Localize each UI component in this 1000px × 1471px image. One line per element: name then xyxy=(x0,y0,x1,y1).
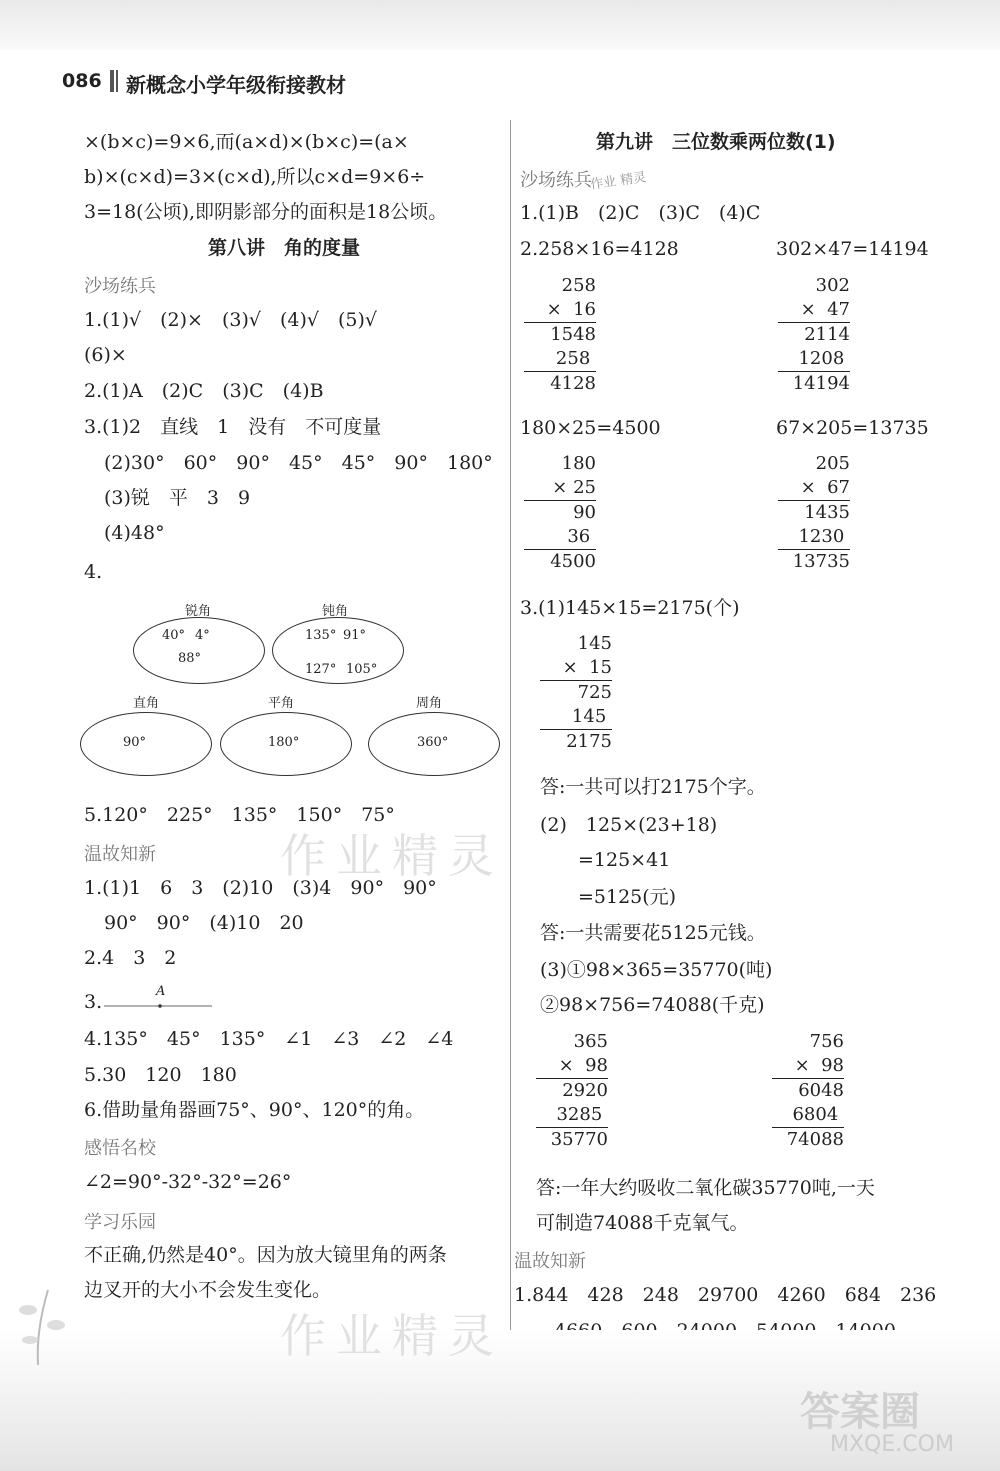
text-line: ×(b×c)=9×6,而(a×d)×(b×c)=(a× xyxy=(84,131,409,153)
answer-line: 答:一年大约吸收二氧化碳35770吨,一天 xyxy=(536,1177,875,1199)
answer-line: ②98×756=74088(千克) xyxy=(540,994,765,1016)
answer-line: 5.120° 225° 135° 150° 75° xyxy=(84,804,395,826)
answer-line: (3)①98×365=35770(吨) xyxy=(540,959,773,981)
calc-row: 1230 xyxy=(798,526,850,547)
obtuse-value: 127° xyxy=(305,662,337,677)
vertical-calc xyxy=(778,274,850,396)
header-divider-thin xyxy=(116,70,118,92)
lesson9-title: 第九讲 三位数乘两位数(1) xyxy=(596,131,836,153)
answer-line: 1.(1)1 6 3 (2)10 (3)4 90° 90° xyxy=(84,877,437,899)
answer-line: (4)48° xyxy=(104,522,165,544)
calc-row: × 15 xyxy=(562,657,612,678)
answer-line: 1.(1)√ (2)× (3)√ (4)√ (5)√ xyxy=(84,309,378,331)
answer-line: 90° 90° (4)10 20 xyxy=(104,912,304,934)
calc-row: 6048 xyxy=(772,1078,844,1103)
answer-line: 67×205=13735 xyxy=(776,417,929,439)
answer-line: 1.(1)B (2)C (3)C (4)C xyxy=(520,202,761,224)
vertical-calc xyxy=(536,1030,608,1152)
answer-line: 5.30 120 180 xyxy=(84,1064,237,1086)
header-divider xyxy=(110,70,114,92)
section-heading: 温故知新 xyxy=(514,1251,586,1272)
calc-row: × 25 xyxy=(552,477,596,498)
obtuse-value: 91° xyxy=(343,628,367,643)
section-heading: 沙场练兵 xyxy=(84,276,156,297)
lesson8-title: 第八讲 角的度量 xyxy=(208,237,361,259)
answer-line: 可制造74088千克氧气。 xyxy=(536,1212,749,1234)
calc-row: 2920 xyxy=(536,1078,608,1103)
calc-row: × 16 xyxy=(546,299,596,320)
answer-line: 1.844 428 248 29700 4260 684 236 xyxy=(514,1284,937,1306)
obtuse-ellipse xyxy=(272,617,404,684)
answer-line: =5125(元) xyxy=(578,886,677,908)
calc-row: 6804 xyxy=(792,1104,844,1125)
straight-angle-value: 180° xyxy=(268,735,300,750)
answer-line: 4. xyxy=(84,561,103,583)
answer-line: 4.135° 45° 135° ∠1 ∠3 ∠2 ∠4 xyxy=(84,1028,454,1050)
calc-row: 1548 xyxy=(524,322,596,347)
calc-row: 2114 xyxy=(778,322,850,347)
vertical-calc xyxy=(778,452,850,574)
calc-row: 90 xyxy=(524,500,596,525)
calc-row: 258 xyxy=(561,275,596,296)
section-heading: 学习乐园 xyxy=(84,1212,156,1233)
calc-row: 3285 xyxy=(556,1104,608,1125)
watermark-logo: 答案圈 xyxy=(800,1389,920,1435)
calc-row: 365 xyxy=(573,1031,608,1052)
calc-row: × 98 xyxy=(558,1055,608,1076)
answer-line: 边叉开的大小不会发生变化。 xyxy=(84,1279,332,1301)
vertical-calc xyxy=(524,452,596,574)
calc-row: 258 xyxy=(555,348,596,369)
answer-line: 302×47=14194 xyxy=(776,238,929,260)
right-angle-value: 90° xyxy=(123,735,147,750)
vertical-calc xyxy=(772,1030,844,1152)
calc-row: 145 xyxy=(571,706,612,727)
acute-value: 40° xyxy=(162,628,186,643)
obtuse-value: 135° xyxy=(305,628,337,643)
point-label: A xyxy=(156,984,166,999)
calc-row: 4500 xyxy=(524,549,596,574)
page-number: 086 xyxy=(62,70,102,92)
calc-row: 725 xyxy=(540,680,612,705)
calc-row: 36 xyxy=(567,526,596,547)
book-title: 新概念小学年级衔接教材 xyxy=(126,73,346,97)
text-line: 3=18(公顷),即阴影部分的面积是18公顷。 xyxy=(84,201,448,223)
full-angle-label: 周角 xyxy=(416,696,443,711)
section-heading: 感悟名校 xyxy=(84,1138,156,1159)
calc-row: 14194 xyxy=(778,371,850,396)
obtuse-value: 105° xyxy=(346,662,378,677)
text-line: b)×(c×d)=3×(c×d),所以c×d=9×6÷ xyxy=(84,166,426,188)
calc-row: 180 xyxy=(561,453,596,474)
section-heading: 沙场练兵 xyxy=(520,170,592,191)
full-angle-value: 360° xyxy=(417,735,449,750)
calc-row: 35770 xyxy=(536,1127,608,1152)
acute-value: 88° xyxy=(178,651,202,666)
vertical-calc xyxy=(540,632,612,754)
straight-angle-label: 平角 xyxy=(268,696,295,711)
answer-line: 2.(1)A (2)C (3)C (4)B xyxy=(84,380,324,402)
calc-row: 1435 xyxy=(778,500,850,525)
answer-line: 3. xyxy=(84,991,103,1013)
header-band xyxy=(0,0,1000,50)
watermark-stamp: 作业 精灵 xyxy=(589,170,648,193)
calc-row: × 47 xyxy=(800,299,850,320)
vertical-calc xyxy=(524,274,596,396)
answer-line: 2.4 3 2 xyxy=(84,947,177,969)
answer-line: (6)× xyxy=(84,344,127,366)
answer-line: 6.借助量角器画75°、90°、120°的角。 xyxy=(84,1099,425,1121)
answer-line: 答:一共需要花5125元钱。 xyxy=(540,922,766,944)
right-angle-label: 直角 xyxy=(133,696,160,711)
answer-line: 答:一共可以打2175个字。 xyxy=(540,776,766,798)
watermark-text: 作业精灵 xyxy=(280,829,504,883)
calc-row: 756 xyxy=(809,1031,844,1052)
answer-line: (3)锐 平 3 9 xyxy=(104,487,251,509)
answer-line: 3.(1)145×15=2175(个) xyxy=(520,597,740,619)
calc-row: 302 xyxy=(815,275,850,296)
calc-row: 2175 xyxy=(540,729,612,754)
answer-line: (2)30° 60° 90° 45° 45° 90° 180° xyxy=(104,452,493,474)
calc-row: 1208 xyxy=(798,348,850,369)
answer-line: ∠2=90°-32°-32°=26° xyxy=(84,1171,292,1193)
answer-line: (2) 125×(23+18) xyxy=(540,814,718,836)
calc-row: 145 xyxy=(577,633,612,654)
calc-row: 13735 xyxy=(778,549,850,574)
section-heading: 温故知新 xyxy=(84,844,156,865)
answer-line: 不正确,仍然是40°。因为放大镜里角的两条 xyxy=(84,1244,447,1266)
acute-label: 锐角 xyxy=(185,604,212,619)
obtuse-label: 钝角 xyxy=(322,604,349,619)
answer-line: 3.(1)2 直线 1 没有 不可度量 xyxy=(84,416,382,438)
plant-decoration xyxy=(8,1270,78,1370)
answer-line: 2.258×16=4128 xyxy=(520,238,679,260)
column-divider xyxy=(510,120,511,1340)
calc-row: 205 xyxy=(815,453,850,474)
calc-row: 4128 xyxy=(524,371,596,396)
calc-row: × 98 xyxy=(794,1055,844,1076)
calc-row: × 67 xyxy=(800,477,850,498)
answer-line: 180×25=4500 xyxy=(520,417,661,439)
answer-line: =125×41 xyxy=(578,849,671,871)
watermark-text: 作业精灵 xyxy=(280,1309,504,1363)
calc-row: 74088 xyxy=(772,1127,844,1152)
acute-value: 4° xyxy=(195,628,210,643)
watermark-url: MXQE.COM xyxy=(830,1432,954,1457)
